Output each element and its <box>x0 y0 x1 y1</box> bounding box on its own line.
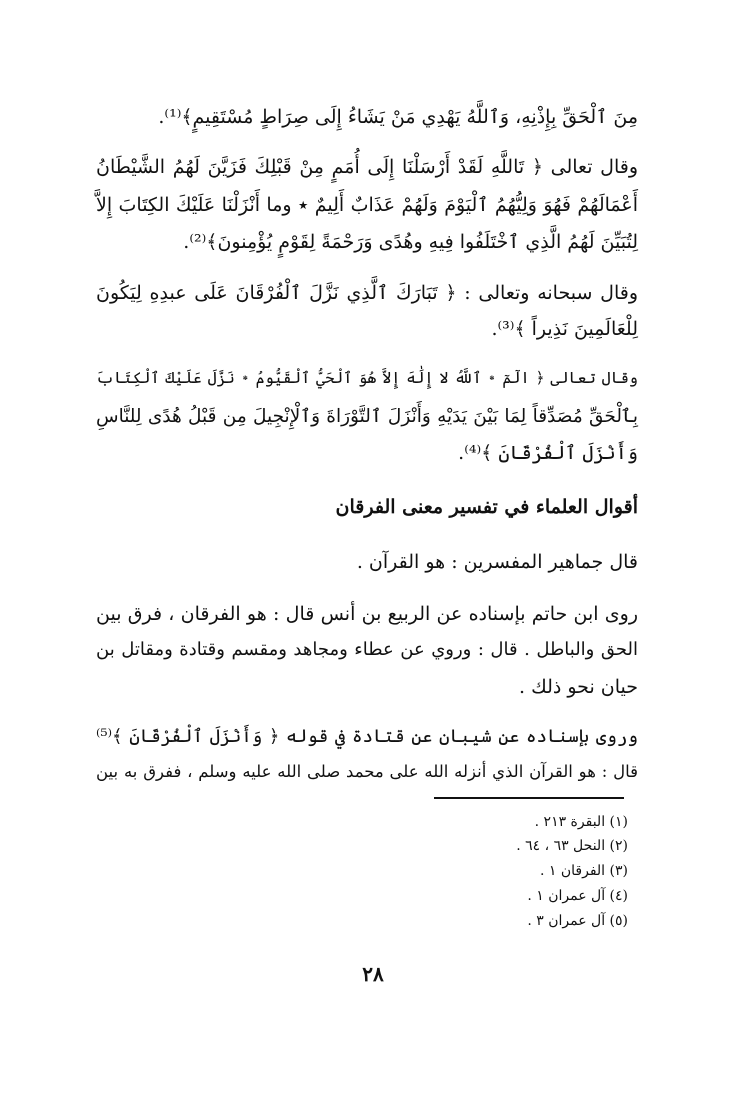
text-line: الحق والباطل . قال : وروي عن عطاء ومجاهد ومقسم وقتادة ومقاتل بن <box>96 639 638 660</box>
text-line: حيان نحو ذلك . <box>518 676 638 698</box>
footnote-divider <box>434 797 624 799</box>
text-line: وروى بإسناده عن شيبان عن قتادة في قوله ﴿ وَأَنْزَلَ ٱلْفُرْقَانَ ﴾⁽⁵⁾ <box>96 726 638 747</box>
footnote: (٥) آل عمران ٣ . <box>527 913 628 929</box>
text-line: وقال سبحانه وتعالى : ﴿ تَبَارَكَ ٱلَّذِي نَزَّلَ ٱلْفُرْقَانَ عَلَى عبدِهِ لِيَكُونَ <box>96 282 638 304</box>
text-line: مِنَ ٱلْحَقِّ بِإِذْنِهِ، وَٱللَّهُ يَهْدِي مَنْ يَشَاءُ إِلَى صِرَاطٍ مُسْتَقِيمٍ﴾⁽¹⁾. <box>158 106 638 128</box>
footnote: (١) البقرة ٢١٣ . <box>534 814 628 830</box>
text-line: أَعْمَالَهُمْ فَهُوَ وَلِيُّهُمُ ٱلْيَوْمَ وَلَهُمْ عَذَابٌ أَلِيمٌ ٭ وما أَنْزَلْنَا عَلَيْكَ الكِتَابَ إِلاَّ <box>96 194 638 216</box>
text-line: لِتُبَيِّنَ لَهُمُ الَّذِي ٱخْتَلَفُوا فِيهِ وهُدًى وَرَحْمَةً لِقَوْمٍ يُؤْمِنونَ﴾⁽²⁾. <box>183 231 638 253</box>
text-line: لِلْعَالَمِينَ نَذِيراً ﴾⁽³⁾. <box>491 318 638 340</box>
text-line: قال جماهير المفسرين : هو القرآن . <box>356 551 638 573</box>
page-number: ٢٨ <box>362 962 384 986</box>
footnote: (٣) الفرقان ١ . <box>539 863 628 879</box>
footnote: (٢) النحل ٦٣ ، ٦٤ . <box>516 838 628 854</box>
text-line: روى ابن حاتم بإسناده عن الربيع بن أنس قال : هو الفرقان ، فرق بين <box>96 603 638 625</box>
text-line: وقال تعالى ﴿ تَاللَّهِ لَقَدْ أَرْسَلْنَا إِلَى أُمَمٍ مِنْ قَبْلِكَ فَزَيَّنَ لَهُمُ الشَّيْطَانُ <box>96 156 638 178</box>
section-heading: أقوال العلماء في تفسير معنى الفرقان <box>335 496 638 518</box>
text-line: بِٱلْحَقِّ مُصَدِّقاً لِمَا بَيْنَ يَدَيْهِ وَأَنْزَلَ ٱلتَّوْرَاةَ وَٱلْإِنْجِيلَ مِن قَبْلُ هُدًى لِلنَّاسِ <box>96 406 638 427</box>
text-line: قال : هو القرآن الذي أنزله الله على محمد صلى الله عليه وسلم ، ففرق به بين <box>96 762 638 781</box>
footnote: (٤) آل عمران ١ . <box>527 888 628 904</box>
text-line: وَأَنْزَلَ ٱلْفُرْقَانَ ﴾⁽⁴⁾. <box>458 442 638 464</box>
text-line: وقال تعالى ﴿ الٓمٓ ٭ ٱللَّهُ لا إِلَٰهَ إِلاَّ هُوَ ٱلْحَيُّ ٱلْقَيُّومُ ٭ نَزَّلَ عَلَيْكَ ٱلْكِتَابَ <box>96 369 638 387</box>
